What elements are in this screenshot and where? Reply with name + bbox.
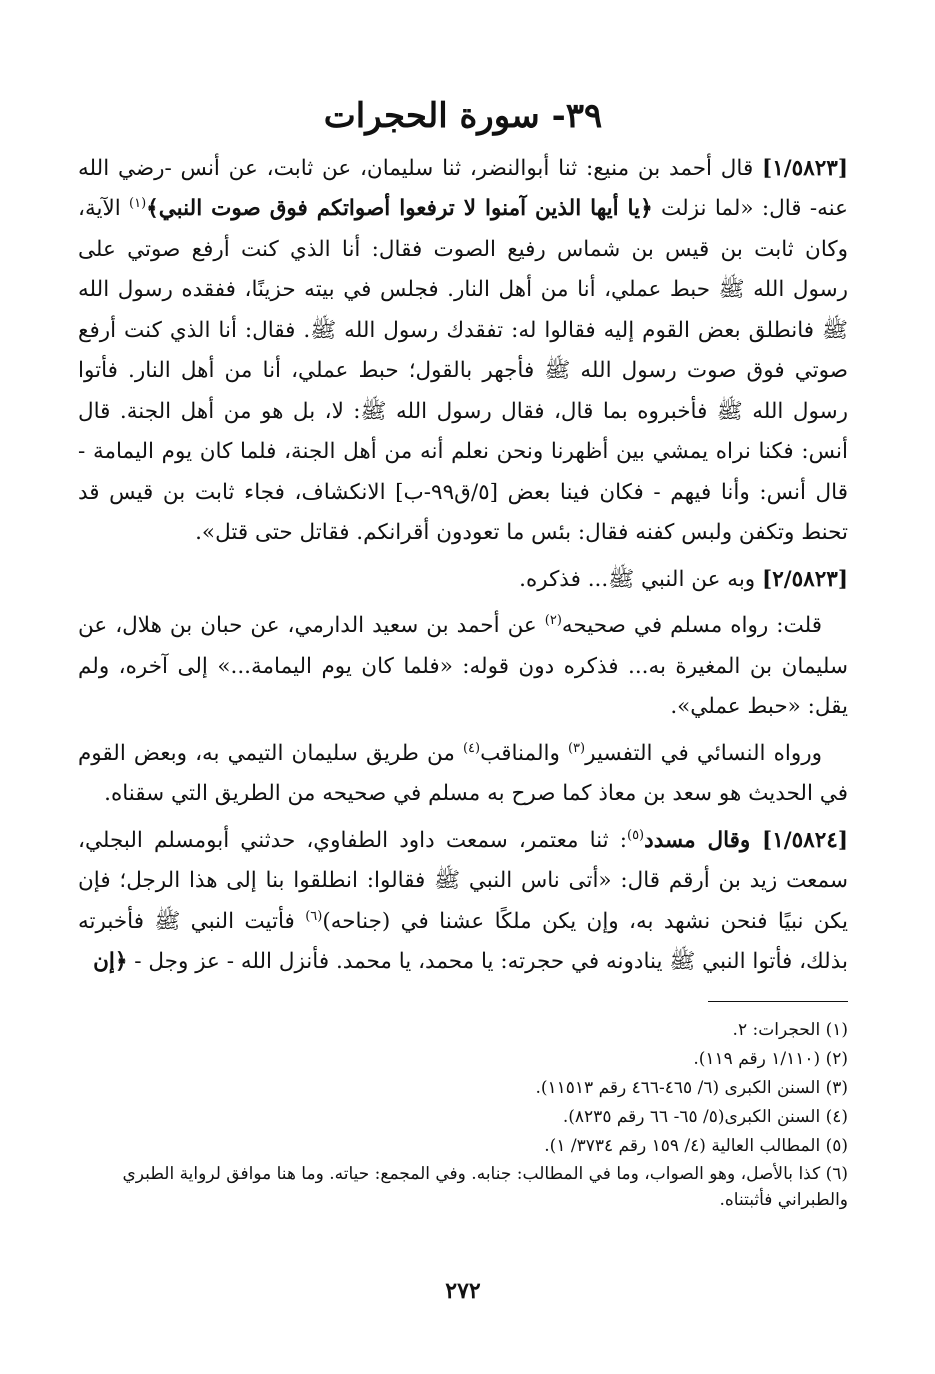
footnote-6: (٦) كذا بالأصل، وهو الصواب، وما في المطالب: جنابه. وفي المجمع: حياته. وما هنا موافق لرواية الطبري والطبراني فأثبتناه. [122,1164,848,1210]
footnote-2: (٢) (١/١١٠ رقم ١١٩). [693,1049,848,1069]
commentary-text: والمناقب [480,740,568,766]
commentary-text: عن أحمد بن سعيد الدارمي، عن حبان بن هلال، عن سليمان بن المغيرة به... فذكره دون قوله: «فلما كان يوم اليمامة...» إلى آخره، ولم يقل: «حبط عملي». [78,613,848,720]
footnote-5: (٥) المطالب العالية (٤/ ١٥٩ رقم ٣٧٣٤/ ١). [544,1136,848,1156]
hadith-text: وبه عن النبي ﷺ... فذكره. [519,566,763,592]
page-number: ٢٧٢ [445,1278,481,1304]
page-body [78,96,849,1304]
hadith-5823-1 [78,149,848,554]
hadith-text: فأتيت النبي ﷺ فأخبرته بذلك، فأتوا النبي ﷺ ينادونه في حجرته: يا محمد، يا محمد. فأنزل الله - عز وجل - [78,908,848,975]
footnote-marker: (٣) [567,740,586,756]
hadith-5823-2 [78,560,848,601]
commentary-nasai [78,734,848,815]
hadith-ref: [١/٥٨٢٣] [762,155,848,181]
hadith-text: : ثنا معتمر، سمعت داود الطفاوي، حدثني أبومسلم البجلي، سمعت زيد بن أرقم قال: «أتى ناس النبي ﷺ فقالوا: انطلقوا بنا إلى هذا الرجل؛ فإن يكن نبيًا فنحن نشهد به، وإن يكن ملكًا عشنا في (جناحه) [78,827,849,934]
footnote-1: (١) الحجرات: ٢. [732,1020,848,1040]
footnote-divider [708,1001,848,1002]
footnote-4: (٤) السنن الكبرى(٥/ ٦٥- ٦٦ رقم ٨٢٣٥). [562,1107,848,1127]
commentary-text: قلت: رواه مسلم في صحيحه [561,613,822,639]
hadith-text: الآية، وكان ثابت بن قيس بن شماس رفيع الصوت فقال: أنا الذي كنت أرفع صوتي على رسول الله ﷺ حبط عملي، أنا من أهل النار. فجلس في بيته حزينًا، ففقده رسول الله ﷺ فانطلق بعض القوم إليه فقالوا له: تفقدك رسول الله ﷺ. فقال: أنا الذي كنت أرفع صوتي فوق صوت رسول الله ﷺ فأجهر بالقول؛ حبط عملي، أنا من أهل النار. فأتوا رسول الله ﷺ فأخبروه بما قال، فقال رسول الله ﷺ: لا، بل هو من أهل الجنة. قال أنس: فكنا نراه يمشي بين أظهرنا ونحن نعلم أنه من أهل الجنة، فلما كان يوم اليمامة - قال أنس: وأنا فيهم - فكان فينا بعض [٥/ق٩٩-ب] الانكشاف، فجاء ثابت بن قيس قد تحنط وتكفن ولبس كفنه فقال: بئس ما تعودون أقرانكم. فقاتل حتى قتل». [78,196,848,546]
footnote-marker: (٥) [626,827,645,843]
hadith-ref: [١/٥٨٢٤] وقال مسدد [644,827,848,853]
footnotes [78,1016,848,1213]
footnote-3: (٣) السنن الكبرى (٦/ ٤٦٥-٤٦٦ رقم ١١٥١٣). [535,1078,848,1098]
quran-verse: ﴿إن [93,949,128,975]
hadith-text: قال أحمد بن منيع: ثنا أبوالنضر، ثنا سليمان، عن ثابت، عن أنس -رضي الله عنه- قال: «لما نزلت [78,155,848,222]
footnote-marker: (٤) [462,740,481,756]
footnote-marker: (٦) [305,908,323,924]
footnote-marker: (١) [129,196,147,212]
quran-verse: ﴿يا أيها الذين آمنوا لا ترفعوا أصواتكم فوق صوت النبي﴾ [146,196,653,222]
commentary-text: ورواه النسائي في التفسير [585,740,822,766]
surah-title: ٣٩- سورة الحجرات [323,96,603,136]
hadith-5824-1 [78,821,848,983]
commentary-text: من طريق سليمان التيمي به، وبعض القوم في الحديث هو سعد بن معاذ كما صرح به مسلم في صحيحه من الطريق التي سقناه. [78,740,848,807]
hadith-ref: [٢/٥٨٢٣] [762,566,848,592]
footnote-marker: (٢) [544,613,562,629]
commentary-muslim [78,606,848,728]
